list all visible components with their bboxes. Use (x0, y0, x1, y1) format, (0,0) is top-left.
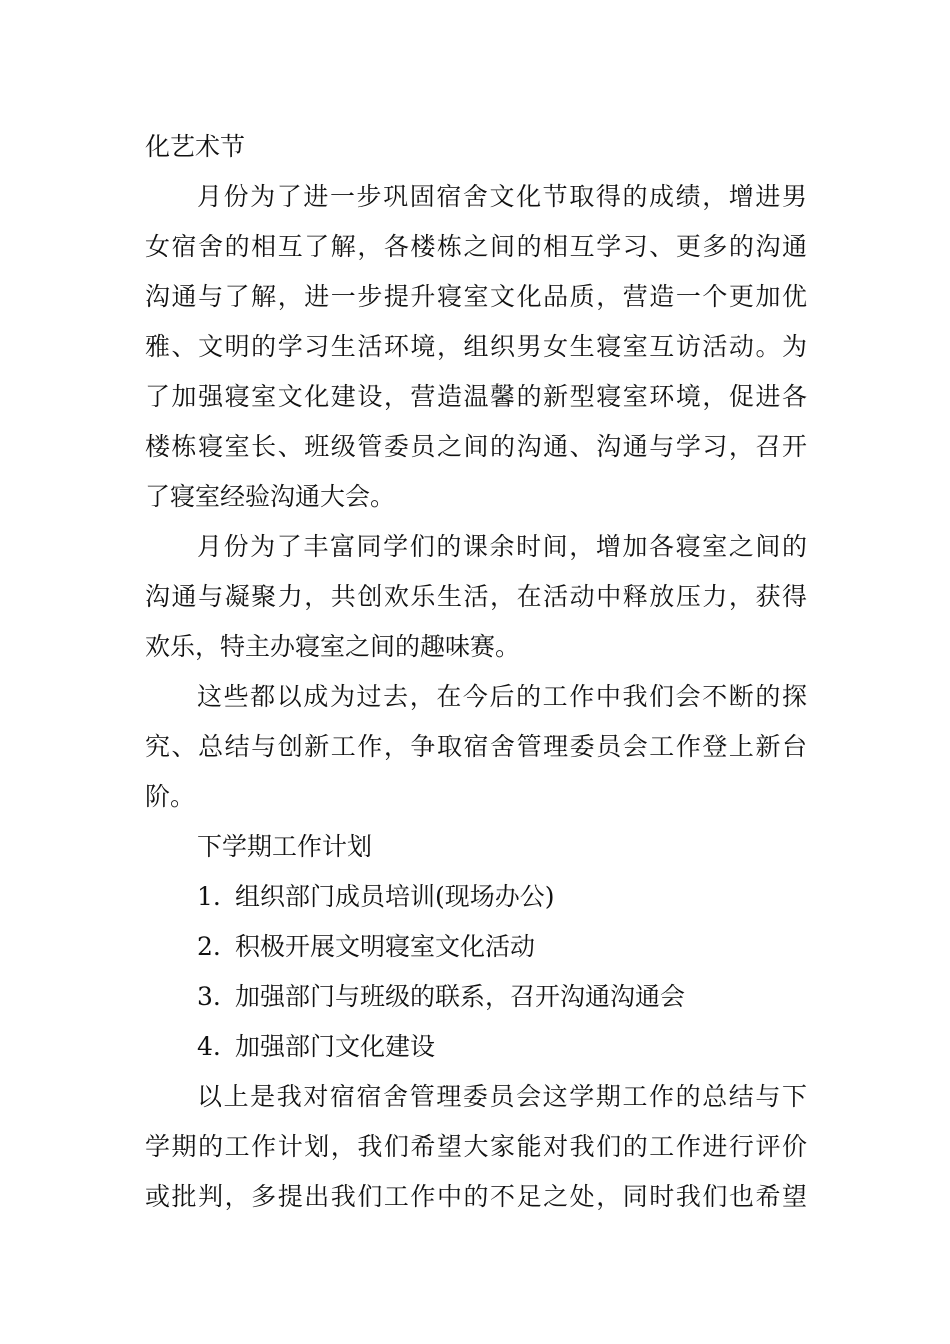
plan-item-text: 组织部门成员培训(现场办公) (235, 882, 555, 911)
paragraph-line: 月份为了进一步巩固宿舍文化节取得的成绩，增进男 (197, 182, 807, 211)
paragraph-line: 学期的工作计划，我们希望大家能对我们的工作进行评价 (145, 1132, 807, 1161)
plan-item-2 (145, 922, 807, 972)
plan-item-number: 3. (197, 982, 221, 1011)
fragment-heading: 化艺术节 (145, 132, 246, 161)
paragraph-3 (145, 672, 807, 822)
plan-item-3 (145, 972, 807, 1022)
document-page (145, 122, 807, 1222)
paragraph-line: 了寝室经验沟通大会。 (145, 482, 396, 511)
paragraph-line: 女宿舍的相互了解，各楼栋之间的相互学习、更多的沟通 (145, 232, 807, 261)
plan-item-1 (145, 872, 807, 922)
paragraph-line: 究、总结与创新工作，争取宿舍管理委员会工作登上新台 (145, 732, 807, 761)
paragraph-2 (145, 522, 807, 672)
plan-item-number: 4. (197, 1032, 221, 1061)
plan-item-number: 1. (197, 882, 221, 911)
paragraph-line: 月份为了丰富同学们的课余时间，增加各寝室之间的 (197, 532, 807, 561)
paragraph-line: 欢乐，特主办寝室之间的趣味赛。 (145, 632, 521, 661)
paragraph-line: 沟通与凝聚力，共创欢乐生活，在活动中释放压力，获得 (145, 582, 807, 611)
paragraph-line: 楼栋寝室长、班级管委员之间的沟通、沟通与学习，召开 (145, 432, 807, 461)
plan-item-text: 积极开展文明寝室文化活动 (235, 932, 536, 961)
paragraph-line: 阶。 (145, 782, 196, 811)
paragraph-line: 这些都以成为过去，在今后的工作中我们会不断的探 (197, 682, 807, 711)
paragraph-line: 或批判，多提出我们工作中的不足之处，同时我们也希望 (145, 1182, 807, 1211)
plan-item-4 (145, 1022, 807, 1072)
paragraph-line: 沟通与了解，进一步提升寝室文化品质，营造一个更加优 (145, 282, 807, 311)
plan-item-text: 加强部门文化建设 (235, 1032, 436, 1061)
plan-heading: 下学期工作计划 (197, 832, 373, 861)
plan-item-text: 加强部门与班级的联系，召开沟通沟通会 (235, 982, 686, 1011)
paragraph-line: 雅、文明的学习生活环境，组织男女生寝室互访活动。为 (145, 332, 807, 361)
paragraph-1 (145, 172, 807, 522)
paragraph-line: 以上是我对宿宿舍管理委员会这学期工作的总结与下 (197, 1082, 807, 1111)
paragraph-line: 了加强寝室文化建设，营造温馨的新型寝室环境，促进各 (145, 382, 807, 411)
plan-item-number: 2. (197, 932, 221, 961)
closing-paragraph (145, 1072, 807, 1222)
